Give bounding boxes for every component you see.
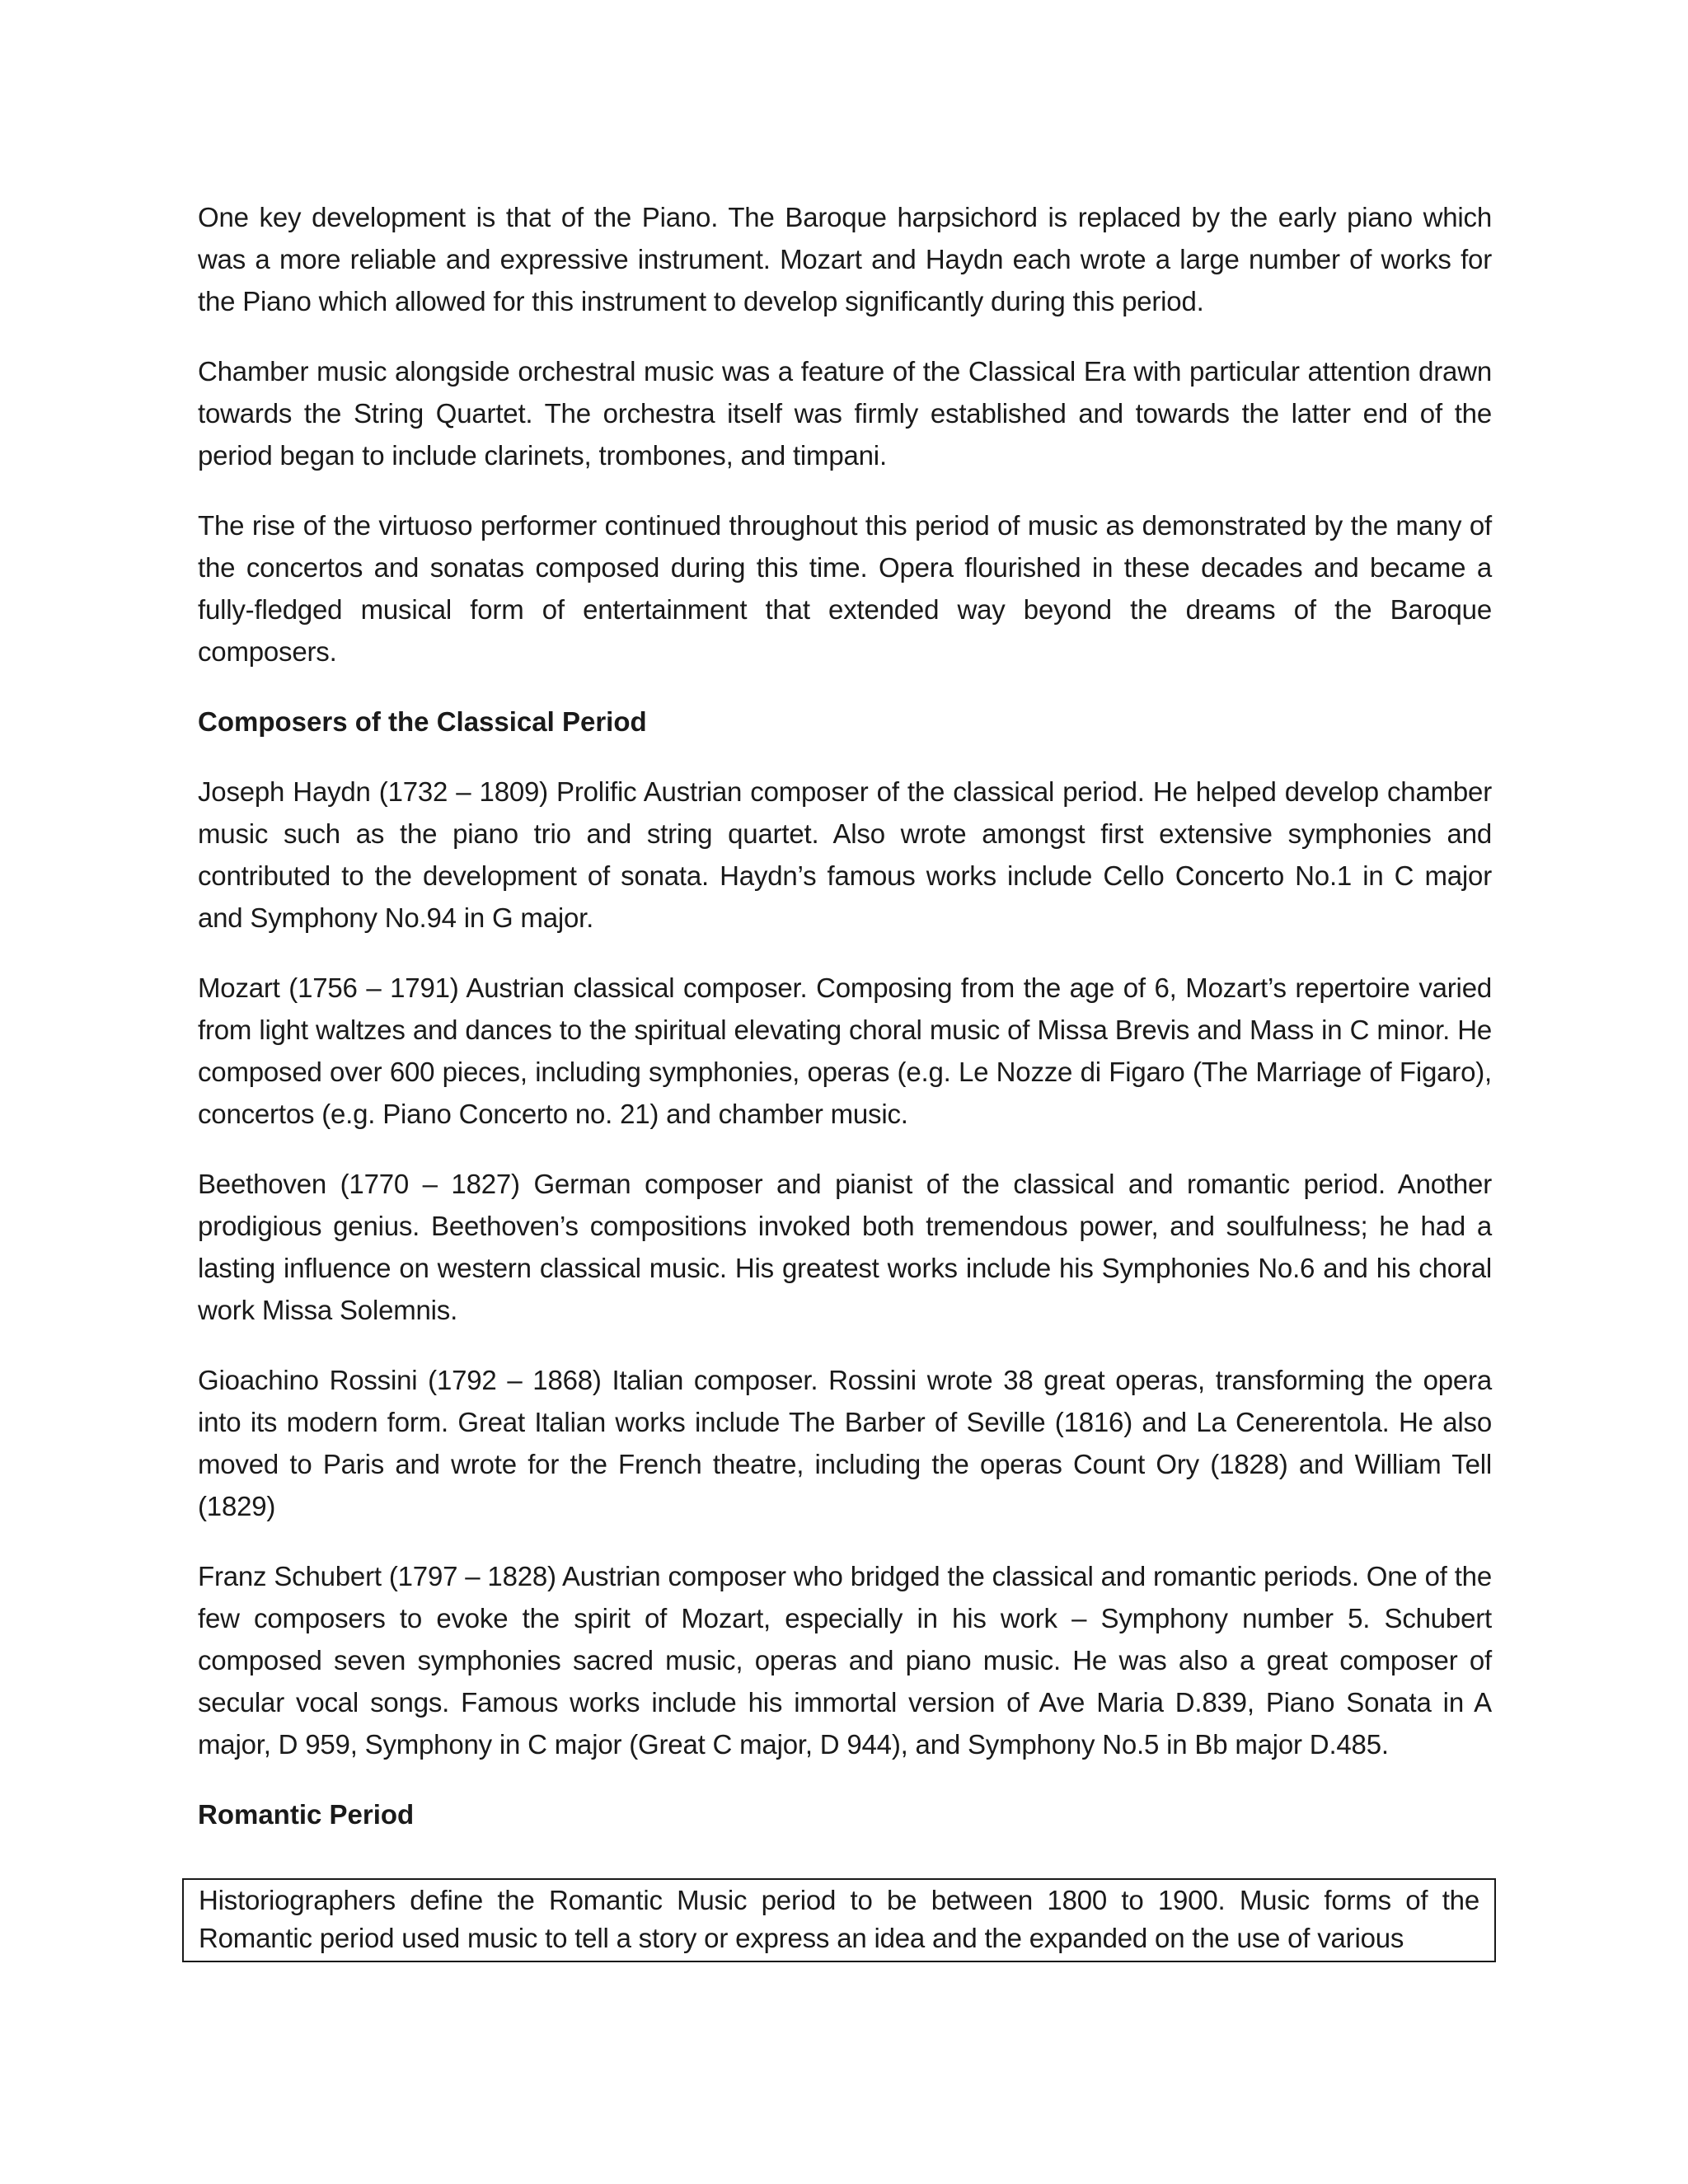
heading-romantic-period: Romantic Period — [198, 1799, 415, 1830]
paragraph-haydn: Joseph Haydn (1732 – 1809) Prolific Austrian composer of the classical period. He helped develop chamber music such as the piano trio and string quartet. Also wrote amongst first extensive symphonies and contributed to the development of sonata. Haydn’s famous works include Cello Concerto No.1 in C major and Symphony No.94 in G major. — [198, 776, 1492, 933]
paragraph-piano: One key development is that of the Piano. The Baroque harpsichord is replaced by the early piano which was a more reliable and expressive instrument. Mozart and Haydn each wrote a large number of works for the Piano which allowed for this instrument to develop significantly during this period. — [198, 202, 1492, 316]
paragraph-chamber-music: Chamber music alongside orchestral music was a feature of the Classical Era with particular attention drawn towards the String Quartet. The orchestra itself was firmly established and towards the latter end of the period began to include clarinets, trombones, and timpani. — [198, 356, 1492, 471]
paragraph-mozart: Mozart (1756 – 1791) Austrian classical composer. Composing from the age of 6, Mozart’s repertoire varied from light waltzes and dances to the spiritual elevating choral music of Missa Brevis and Mass in C minor. He composed over 600 pieces, including symphonies, operas (e.g. Le Nozze di Figaro (The Marriage of Figaro), concertos (e.g. Piano Concerto no. 21) and chamber music. — [198, 972, 1492, 1129]
paragraph-virtuoso: The rise of the virtuoso performer continued throughout this period of music as demonstrated by the many of the concertos and sonatas composed during this time. Opera flourished in these decades and became a fully-fledged musical form of entertainment that extended way beyond the dreams of the Baroque composers. — [198, 510, 1492, 667]
boxed-text-frame — [182, 1878, 1496, 1962]
paragraph-rossini: Gioachino Rossini (1792 – 1868) Italian composer. Rossini wrote 38 great operas, transforming the opera into its modern form. Great Italian works include The Barber of Seville (1816) and La Cenerentola. He also moved to Paris and wrote for the French theatre, including the operas Count Ory (1828) and William Tell (1829) — [198, 1365, 1492, 1521]
paragraph-schubert: Franz Schubert (1797 – 1828) Austrian composer who bridged the classical and romantic periods. One of the few composers to evoke the spirit of Mozart, especially in his work – Symphony number 5. Schubert composed seven symphonies sacred music, operas and piano music. He was also a great composer of secular vocal songs. Famous works include his immortal version of Ave Maria D.839, Piano Sonata in A major, D 959, Symphony in C major (Great C major, D 944), and Symphony No.5 in Bb major D.485. — [198, 1561, 1492, 1760]
boxed-paragraph-romantic: Historiographers define the Romantic Music period to be between 1800 to 1900. Music forms of the Romantic period used music to tell a story or express an idea and the expanded on the use of various — [199, 1885, 1479, 1953]
document-body — [198, 196, 1492, 1863]
heading-composers-classical: Composers of the Classical Period — [198, 706, 647, 737]
paragraph-beethoven: Beethoven (1770 – 1827) German composer and pianist of the classical and romantic period. Another prodigious genius. Beethoven’s compositions invoked both tremendous power, and soulfulness; he had a lasting influence on western classical music. His greatest works include his Symphonies No.6 and his choral work Missa Solemnis. — [198, 1169, 1492, 1325]
